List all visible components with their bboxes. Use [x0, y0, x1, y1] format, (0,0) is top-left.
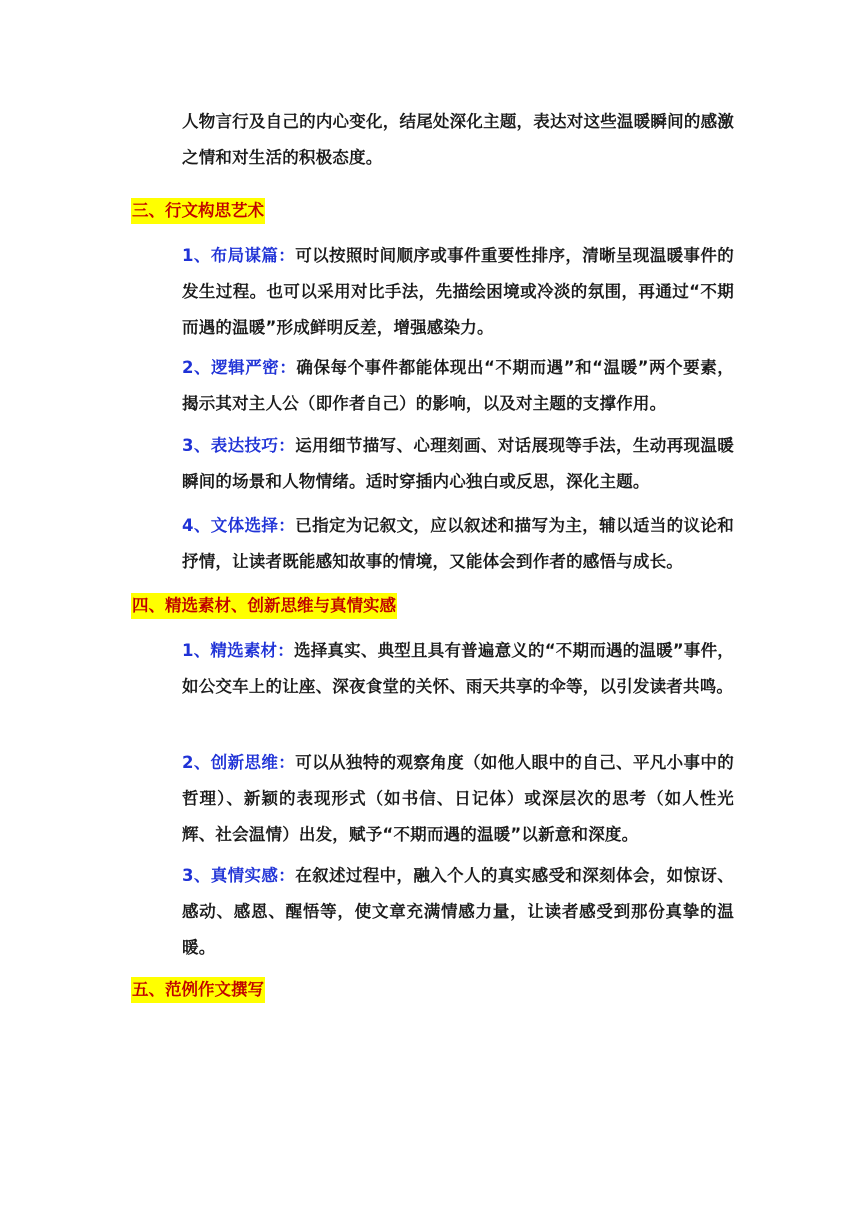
- section3-item-3-label: 3、表达技巧：: [182, 436, 296, 455]
- section3-item-4-label: 4、文体选择：: [182, 516, 296, 535]
- intro-paragraph: [182, 104, 734, 176]
- section3-item-4: [182, 508, 734, 580]
- section3-item-1-text: 可以按照时间顺序或事件重要性排序，清晰呈现温暖事件的发生过程。也可以采用对比手法，先描绘困境或冷淡的氛围，再通过“不期而遇的温暖”形成鲜明反差，增强感染力。: [182, 246, 735, 337]
- section4-item-1: [182, 633, 734, 705]
- section3-item-3: [182, 428, 734, 500]
- section4-item-3-label: 3、真情实感：: [182, 866, 296, 885]
- section3-item-2-label: 2、逻辑严密：: [182, 358, 297, 377]
- section3-item-3-text: 运用细节描写、心理刻画、对话展现等手法，生动再现温暖瞬间的场景和人物情绪。适时穿插内心独白或反思，深化主题。: [182, 436, 735, 491]
- section4-item-2: [182, 745, 734, 853]
- section4-item-3: [182, 858, 734, 966]
- section4-item-3-text: 在叙述过程中，融入个人的真实感受和深刻体会，如惊讶、感动、感恩、醒悟等，使文章充满情感力量，让读者感受到那份真挚的温暖。: [182, 866, 735, 957]
- section4-item-1-label: 1、精选素材：: [182, 641, 294, 660]
- section3-item-1: [182, 238, 734, 346]
- section4-item-2-label: 2、创新思维：: [182, 753, 296, 772]
- intro-text: 人物言行及自己的内心变化，结尾处深化主题，表达对这些温暖瞬间的感激之情和对生活的积极态度。: [182, 112, 734, 167]
- section3-item-4-text: 已指定为记叙文，应以叙述和描写为主，辅以适当的议论和抒情，让读者既能感知故事的情境，又能体会到作者的感悟与成长。: [182, 516, 735, 571]
- section3-item-2: [182, 350, 734, 422]
- section4-item-1-text: 选择真实、典型且具有普遍意义的“不期而遇的温暖”事件，如公交车上的让座、深夜食堂的关怀、雨天共享的伞等，以引发读者共鸣。: [182, 641, 734, 696]
- section3-item-2-text: 确保每个事件都能体现出“不期而遇”和“温暖”两个要素，揭示其对主人公（即作者自己）的影响，以及对主题的支撑作用。: [182, 358, 734, 413]
- section4-item-2-text: 可以从独特的观察角度（如他人眼中的自己、平凡小事中的哲理）、新颖的表现形式（如书信、日记体）或深层次的思考（如人性光辉、社会温情）出发，赋予“不期而遇的温暖”以新意和深度。: [182, 753, 735, 844]
- section3-heading: 三、行文构思艺术: [131, 198, 265, 224]
- section5-heading: 五、范例作文撰写: [131, 977, 265, 1003]
- section3-item-1-label: 1、布局谋篇：: [182, 246, 296, 265]
- section4-heading: 四、精选素材、创新思维与真情实感: [131, 593, 397, 619]
